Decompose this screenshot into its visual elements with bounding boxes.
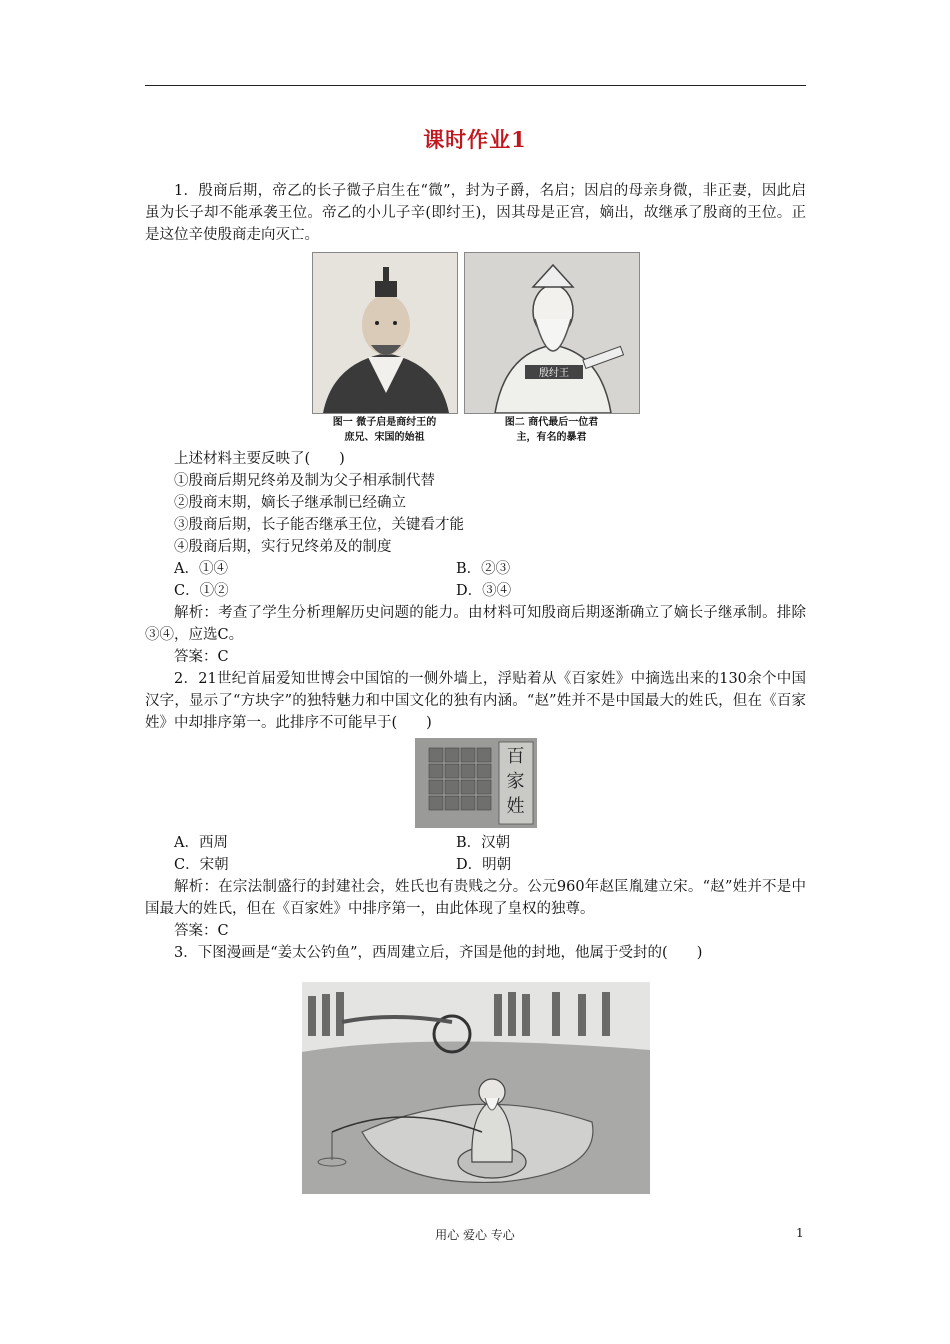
q2-options-row2 [145,854,806,876]
q1-option-b: B．②③ [456,561,511,577]
weiziqi-portrait-image [312,252,458,414]
fig1-caption-line1: 图一 微子启是商纣王的 [332,417,437,428]
q1-figures [145,252,806,444]
q1-stem: 1．殷商后期，帝乙的长子微子启生在“微”，封为子爵，名启；因启的母亲身微，非正妻，因此启虽为长子却不能承袭王位。帝乙的小儿子辛(即纣王)，因其母是正宫，嫡出，故继承了殷商的王位。正是这位辛使殷商走向灭亡。 [145,183,806,243]
q1-option-a: A．①④ [174,561,228,577]
q1-options-row2 [145,580,806,602]
baijiaxing-wall-text: 百家姓 [506,746,525,817]
q2-stem: 2．21世纪首届爱知世博会中国馆的一侧外墙上，浮贴着从《百家姓》中摘选出来的130余个中国汉字，显示了“方块字”的独特魅力和中国文化的独有内涵。“赵”姓并不是中国最大的姓氏，但在《百家姓》中却排序第一。此排序不可能早于( ) [145,671,806,731]
q1-options-row1 [145,558,806,580]
figure-zhouwang [464,252,640,444]
q2-answer: 答案：C [174,923,229,939]
fig2-caption-line2: 主，有名的暴君 [516,432,587,443]
q1-item-2: ②殷商末期，嫡长子继承制已经确立 [174,495,406,511]
q1-item-4: ④殷商后期，实行兄终弟及的制度 [174,539,392,555]
q2-figure [145,738,806,828]
fig1-caption-line2: 庶兄、宋国的始祖 [344,432,425,443]
q1-option-d: D．③④ [456,583,512,599]
figure-weiziqi [312,252,458,444]
q2-option-b: B．汉朝 [456,835,511,851]
q2-option-d: D．明朝 [456,857,512,873]
zhouwang-portrait-image [464,252,640,414]
fig2-caption-line1: 图二 商代最后一位君 [504,417,599,428]
q2-analysis: 解析：在宗法制盛行的封建社会，姓氏也有贵贱之分。公元960年赵匡胤建立宋。“赵”姓并不是中国最大的姓氏，但在《百家姓》中排序第一，由此体现了皇权的独尊。 [145,879,806,917]
q2-option-a: A．西周 [174,835,228,851]
zhouwang-sign: 殷纣王 [538,368,569,379]
baijiaxing-wall-image [415,738,537,828]
q1-answer: 答案：C [174,649,229,665]
page-number: 1 [796,1226,804,1240]
q2-option-c: C．宋朝 [174,857,229,873]
q1-item-1: ①殷商后期兄终弟及制为父子相承制代替 [174,473,435,489]
footer-slogan: 用心 爱心 专心 [435,1228,515,1242]
q2-options-row1 [145,832,806,854]
q3-stem: 3．下图漫画是“姜太公钓鱼”，西周建立后，齐国是他的封地，他属于受封的( ) [174,945,703,961]
q1-analysis: 解析：考查了学生分析理解历史问题的能力。由材料可知殷商后期逐渐确立了嫡长子继承制。排除③④，应选C。 [145,605,806,643]
document-body [145,180,806,1198]
page-title: 课时作业1 [423,127,527,152]
q1-item-3: ③殷商后期，长子能否继承王位，关键看才能 [174,517,464,533]
jiang-taigong-fishing-cartoon [302,982,650,1194]
header-rule [145,85,806,86]
q1-prompt: 上述材料主要反映了( ) [174,451,345,467]
q1-option-c: C．①② [174,583,229,599]
q3-figure [145,982,806,1194]
